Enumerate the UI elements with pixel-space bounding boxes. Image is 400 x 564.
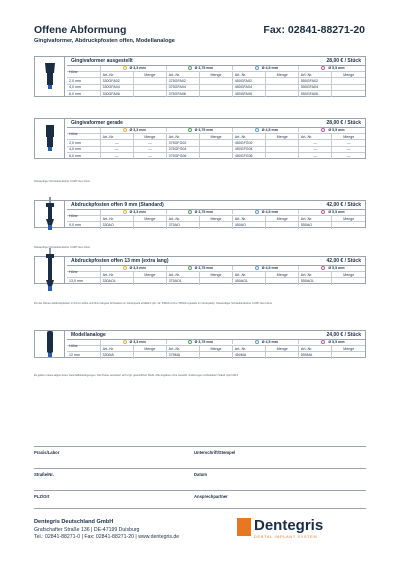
quantity-input[interactable]	[266, 85, 299, 90]
diameter-group	[167, 266, 233, 270]
diameter-group	[233, 210, 299, 214]
diameter-label: Ø 3,3 mm	[129, 127, 146, 132]
menge-header: Menge	[134, 72, 167, 77]
diameter-color-icon	[321, 266, 325, 270]
height-header: Höhe	[67, 128, 101, 141]
height-cell: 2,0 mm	[67, 78, 101, 83]
art-nr-header: Art.-Nr.	[299, 272, 333, 277]
table-row	[67, 153, 365, 159]
quantity-input[interactable]	[134, 278, 167, 284]
quantity-input: —	[346, 154, 351, 159]
article-number: —	[299, 147, 333, 152]
article-number: 450GFG02	[233, 140, 267, 145]
art-nr-header: Art.-Nr.	[233, 346, 267, 351]
product-price: 24,00 € / Stück	[326, 331, 361, 338]
diameter-group	[299, 210, 365, 214]
quantity-input[interactable]	[200, 91, 233, 97]
diameter-label: Ø 5,5 mm	[328, 65, 345, 70]
height-cell: 4,0 mm	[67, 85, 101, 90]
product-block	[34, 118, 366, 159]
art-nr-header: Art.-Nr.	[101, 346, 135, 351]
diameter-color-icon	[255, 66, 259, 70]
product-table	[67, 331, 365, 359]
product-block	[34, 56, 366, 97]
art-nr-header: Art.-Nr.	[101, 72, 135, 77]
article-number: —	[101, 153, 135, 159]
article-number: 450GFA02	[233, 78, 267, 83]
table-header	[67, 257, 365, 266]
logo-mark-icon	[237, 518, 251, 536]
quantity-input[interactable]	[200, 352, 233, 358]
table-header	[67, 119, 365, 128]
table-row	[67, 222, 365, 228]
article-number: 550GFA02	[299, 78, 333, 83]
quantity-input[interactable]	[266, 140, 299, 145]
height-header: Höhe	[67, 340, 101, 353]
quantity-input[interactable]	[332, 222, 365, 228]
product-block	[34, 256, 366, 284]
article-number: 450GFG04	[233, 147, 267, 152]
diameter-color-icon	[188, 66, 192, 70]
form-row	[34, 468, 366, 490]
diameter-label: Ø 3,3 mm	[129, 339, 146, 344]
article-number: 375GFA06	[167, 91, 201, 97]
diameter-color-icon	[255, 340, 259, 344]
diameter-group	[299, 66, 365, 70]
article-number: 450AOL	[233, 278, 267, 284]
quantity-input[interactable]	[266, 153, 299, 159]
quantity-input[interactable]	[134, 78, 167, 83]
article-number: 450GFA04	[233, 85, 267, 90]
art-nr-header: Art.-Nr.	[167, 346, 201, 351]
company-name: Dentegris Deutschland GmbH	[34, 519, 114, 525]
form-field-right[interactable]	[194, 500, 366, 512]
diameter-group	[233, 340, 299, 344]
article-number: 550AOL	[299, 278, 333, 284]
height-cell: 2,0 mm	[67, 140, 101, 145]
menge-header: Menge	[266, 134, 299, 139]
product-price: 28,00 € / Stück	[326, 57, 361, 64]
company-address: Grafschafter Straße 136 | DE-47199 Duisburg	[34, 526, 140, 533]
table-row	[67, 352, 365, 358]
form-field-left[interactable]	[34, 478, 184, 490]
article-number: 330GFA02	[101, 78, 135, 83]
article-number: —	[299, 153, 333, 159]
quantity-input[interactable]	[200, 222, 233, 228]
diameter-label: Ø 3,75 mm	[194, 339, 213, 344]
art-nr-header: Art.-Nr.	[233, 72, 267, 77]
menge-header: Menge	[200, 72, 233, 77]
quantity-input[interactable]	[266, 147, 299, 152]
diameter-group	[101, 210, 167, 214]
quantity-input[interactable]	[200, 278, 233, 284]
company-contact: Tel.: 02841-88271-0 | Fax: 02841-88271-20 | www.dentegris.de	[34, 534, 180, 541]
quantity-input: —	[134, 140, 167, 145]
diameter-color-icon	[321, 340, 325, 344]
height-header: Höhe	[67, 210, 101, 223]
diameter-group	[167, 128, 233, 132]
logo-tagline: DENTAL IMPLANT SYSTEM	[254, 535, 318, 539]
table-header	[67, 57, 365, 66]
table-header	[67, 331, 365, 340]
form-field-right[interactable]	[194, 478, 366, 490]
menge-header: Menge	[200, 346, 233, 351]
product-table	[67, 119, 365, 159]
quantity-input[interactable]	[134, 352, 167, 358]
fax-number: Fax: 02841-88271-20	[263, 24, 365, 36]
art-nr-header: Art.-Nr.	[233, 272, 267, 277]
diameter-group	[167, 66, 233, 70]
diameter-label: Ø 5,5 mm	[328, 265, 345, 270]
quantity-input[interactable]	[266, 78, 299, 83]
form-label-left: Straße/Nr.	[34, 472, 54, 477]
quantity-input[interactable]	[332, 352, 365, 358]
table-note: Für die offenen Abdruckpfosten in 9,0mm Höhe und 5mm längere Schrauben im Viereinpack erhältlich (Art.-Nr. 545AS-4 bzw. 555AS-4 jeweils im Viererpack). Notwendiger Schraubendreher 0.048'' Hex Inbus	[34, 302, 272, 305]
menge-header: Menge	[343, 134, 355, 139]
art-nr-header: Art.-Nr.	[233, 216, 267, 221]
product-title: Abdruckpfosten offen 13 mm (extra lang)	[71, 257, 169, 264]
logo-name: Dentegris	[254, 517, 324, 534]
diameter-label: Ø 4,5 mm	[261, 127, 278, 132]
quantity-input[interactable]	[200, 140, 233, 145]
art-nr-header: Art.-Nr.	[101, 272, 135, 277]
art-nr-header: Art.-Nr.	[299, 216, 333, 221]
product-image	[35, 57, 65, 96]
article-number: 550MA	[299, 352, 333, 358]
product-table	[67, 257, 365, 285]
table-note: Notwendiger Schraubendreher 0.048'' Hex Inbus	[34, 180, 90, 183]
art-nr-header: Art.-Nr.	[299, 346, 333, 351]
diameter-group	[233, 66, 299, 70]
article-number: 375MA	[167, 352, 201, 358]
quantity-input: —	[134, 147, 167, 152]
quantity-input[interactable]	[200, 78, 233, 83]
menge-header: Menge	[343, 346, 355, 351]
article-number: 550GFA04	[299, 85, 333, 90]
diameter-label: Ø 5,5 mm	[328, 127, 345, 132]
company-footer	[34, 519, 179, 542]
diameter-group	[299, 340, 365, 344]
art-nr-header: Art.-Nr.	[167, 272, 201, 277]
product-block	[34, 330, 366, 358]
diameter-label: Ø 5,5 mm	[328, 339, 345, 344]
article-number: 450GFA06	[233, 91, 267, 97]
menge-header: Menge	[266, 346, 299, 351]
article-number: 550AO	[299, 222, 333, 228]
diameter-label: Ø 4,5 mm	[261, 209, 278, 214]
form-row	[34, 446, 366, 468]
menge-header: Menge	[200, 272, 233, 277]
height-header: Höhe	[67, 266, 101, 279]
article-number: 375GFA02	[167, 78, 201, 83]
diameter-color-icon	[123, 266, 127, 270]
product-image	[35, 119, 65, 158]
quantity-input[interactable]	[332, 78, 365, 83]
diameter-label: Ø 3,3 mm	[129, 265, 146, 270]
product-image	[35, 201, 65, 227]
article-number: —	[101, 147, 135, 152]
diameter-color-icon	[123, 66, 127, 70]
quantity-input[interactable]	[200, 153, 233, 159]
quantity-input[interactable]	[134, 91, 167, 97]
page-title: Offene Abformung	[34, 24, 127, 36]
diameter-label: Ø 3,3 mm	[129, 65, 146, 70]
form-bottom-line	[34, 508, 366, 509]
diameter-color-icon	[255, 128, 259, 132]
height-header: Höhe	[67, 66, 101, 79]
diameter-label: Ø 3,75 mm	[194, 65, 213, 70]
table-row	[67, 91, 365, 97]
height-cell: 6,0 mm	[67, 91, 101, 97]
product-price: 28,00 € / Stück	[326, 119, 361, 126]
menge-header: Menge	[200, 216, 233, 221]
article-number: 330MA	[101, 352, 135, 358]
article-number: —	[101, 140, 135, 145]
product-title: Gingivaformer gerade	[71, 119, 123, 126]
article-number: 375GFG02	[167, 140, 201, 145]
height-cell: 9,0 mm	[67, 222, 101, 228]
diameter-group	[167, 340, 233, 344]
quantity-input[interactable]	[266, 222, 299, 228]
product-title: Gingivaformer ausgestellt	[71, 57, 133, 64]
article-number: 450AO	[233, 222, 267, 228]
menge-header: Menge	[343, 216, 355, 221]
article-number: 375AO	[167, 222, 201, 228]
table-header	[67, 201, 365, 210]
art-nr-header: Art.-Nr.	[101, 216, 135, 221]
art-nr-header: Art.-Nr.	[299, 134, 333, 139]
quantity-input: —	[346, 147, 351, 152]
art-nr-header: Art.-Nr.	[167, 72, 201, 77]
impression-post-icon	[43, 248, 57, 292]
article-number: 550GFA06	[299, 91, 333, 97]
quantity-input: —	[346, 140, 351, 145]
form-label-left: Praxis/Labor	[34, 450, 60, 455]
article-number: 375GFG06	[167, 153, 201, 159]
quantity-input[interactable]	[266, 278, 299, 284]
quantity-input[interactable]	[200, 85, 233, 90]
table-note: Es gelten unsere allgemeinen Geschäftsbedingungen. Die Preise verstehen sich zzgl. gesetzlicher MwSt. Alle Angaben ohne Gewähr, Änderungen vorbehalten! Stand: April 2013	[34, 374, 239, 377]
diameter-group	[233, 128, 299, 132]
quantity-input[interactable]	[134, 222, 167, 228]
quantity-input[interactable]	[332, 278, 365, 284]
diameter-color-icon	[123, 128, 127, 132]
product-table	[67, 57, 365, 97]
healing-abutment-flared-icon	[43, 61, 57, 91]
article-number: —	[299, 140, 333, 145]
article-number: 375AOL	[167, 278, 201, 284]
diameter-color-icon	[188, 210, 192, 214]
menge-header: Menge	[134, 272, 167, 277]
article-number: 330AOL	[101, 278, 135, 284]
article-number: 375GFA04	[167, 85, 201, 90]
article-number: 330GFA04	[101, 85, 135, 90]
diameter-color-icon	[255, 266, 259, 270]
diameter-label: Ø 3,75 mm	[194, 265, 213, 270]
diameter-label: Ø 4,5 mm	[261, 65, 278, 70]
quantity-input[interactable]	[266, 91, 299, 97]
table-row	[67, 278, 365, 284]
model-analog-icon	[44, 329, 56, 359]
quantity-input[interactable]	[332, 91, 365, 97]
diameter-group	[299, 128, 365, 132]
diameter-group	[101, 340, 167, 344]
diameter-color-icon	[321, 210, 325, 214]
art-nr-header: Art.-Nr.	[101, 134, 135, 139]
diameter-color-icon	[188, 128, 192, 132]
diameter-label: Ø 3,3 mm	[129, 209, 146, 214]
height-cell: 4,0 mm	[67, 147, 101, 152]
diameter-label: Ø 4,5 mm	[261, 265, 278, 270]
diameter-color-icon	[188, 266, 192, 270]
diameter-group	[299, 266, 365, 270]
art-nr-header: Art.-Nr.	[167, 216, 201, 221]
dentegris-logo	[237, 516, 365, 542]
healing-abutment-straight-icon	[43, 123, 57, 153]
form-label-right: Unterschrift/Stempel	[194, 450, 236, 455]
diameter-color-icon	[321, 128, 325, 132]
product-price: 42,00 € / Stück	[326, 201, 361, 208]
product-image	[35, 331, 65, 357]
diameter-color-icon	[255, 210, 259, 214]
menge-header: Menge	[200, 134, 233, 139]
product-title: Modellanaloge	[71, 331, 106, 338]
quantity-input[interactable]	[266, 352, 299, 358]
product-block	[34, 200, 366, 228]
height-cell: 12 mm	[67, 352, 101, 358]
menge-header: Menge	[343, 272, 355, 277]
diameter-label: Ø 3,75 mm	[194, 209, 213, 214]
menge-header: Menge	[266, 272, 299, 277]
diameter-label: Ø 4,5 mm	[261, 339, 278, 344]
art-nr-header: Art.-Nr.	[299, 72, 333, 77]
form-label-right: Datum	[194, 472, 208, 477]
diameter-color-icon	[123, 340, 127, 344]
quantity-input: —	[134, 153, 167, 159]
diameter-label: Ø 5,5 mm	[328, 209, 345, 214]
menge-header: Menge	[343, 72, 355, 77]
form-label-left: PLZ/Ort	[34, 494, 50, 499]
art-nr-header: Art.-Nr.	[233, 134, 267, 139]
diameter-color-icon	[123, 210, 127, 214]
form-field-right[interactable]	[194, 456, 366, 468]
form-label-right: Ansprechpartner	[194, 494, 228, 499]
impression-post-icon	[43, 197, 57, 231]
product-image	[35, 257, 65, 283]
art-nr-header: Art.-Nr.	[167, 134, 201, 139]
menge-header: Menge	[266, 216, 299, 221]
diameter-color-icon	[188, 340, 192, 344]
menge-header: Menge	[266, 72, 299, 77]
diameter-color-icon	[321, 66, 325, 70]
height-cell: 13,0 mm	[67, 278, 101, 284]
quantity-input[interactable]	[200, 147, 233, 152]
product-title: Abdruckpfosten offen 9 mm (Standard)	[71, 201, 164, 208]
menge-header: Menge	[134, 346, 167, 351]
diameter-group	[101, 128, 167, 132]
quantity-input[interactable]	[332, 85, 365, 90]
form-field-left[interactable]	[34, 500, 184, 512]
product-price: 42,00 € / Stück	[326, 257, 361, 264]
diameter-label: Ø 3,75 mm	[194, 127, 213, 132]
form-field-left[interactable]	[34, 456, 184, 468]
height-cell: 6,0 mm	[67, 153, 101, 159]
article-number: 450MA	[233, 352, 267, 358]
diameter-group	[101, 66, 167, 70]
diameter-group	[167, 210, 233, 214]
page-subtitle: Gingivaformer, Abdruckpfosten offen, Modellanaloge	[34, 38, 175, 44]
article-number: 330GFA06	[101, 91, 135, 97]
article-number: 450GFG06	[233, 153, 267, 159]
menge-header: Menge	[134, 134, 167, 139]
diameter-group	[101, 266, 167, 270]
article-number: 375GFG04	[167, 147, 201, 152]
table-note: Notwendiger Schraubendreher 0.048'' Hex Inbus	[34, 246, 90, 249]
menge-header: Menge	[134, 216, 167, 221]
quantity-input[interactable]	[134, 85, 167, 90]
product-table	[67, 201, 365, 229]
article-number: 330AO	[101, 222, 135, 228]
diameter-group	[233, 266, 299, 270]
